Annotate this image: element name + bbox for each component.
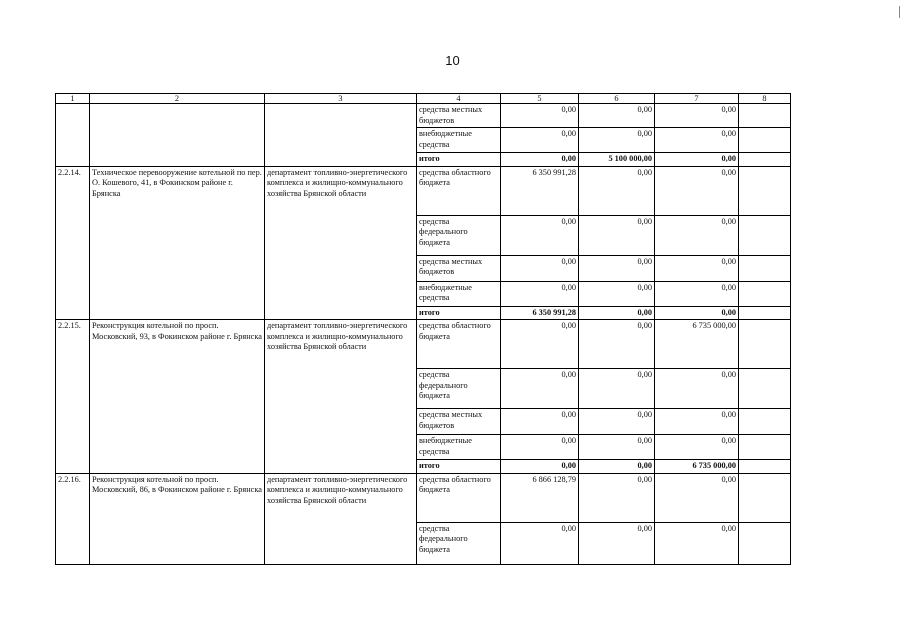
funding-source-cell: внебюджетные средства [417,281,501,306]
column-header-6: 6 [579,94,655,104]
amount-cell-6: 0,00 [579,128,655,153]
funding-source-cell: средства федерального бюджета [417,522,501,564]
funding-source-cell: средства областного бюджета [417,320,501,369]
amount-cell-6: 0,00 [579,369,655,409]
table-body [56,94,791,565]
amount-cell-5: 0,00 [501,153,579,167]
amount-cell-5: 0,00 [501,255,579,281]
table-row [56,473,791,522]
amount-cell-7: 0,00 [655,281,739,306]
column-8-cell [739,255,791,281]
amount-cell-6: 0,00 [579,215,655,255]
funding-source-cell: средства местных бюджетов [417,255,501,281]
column-8-cell [739,281,791,306]
item-name: Реконструкция котельной по просп. Московский, 93, в Фокинском районе г. Брянска [90,320,265,474]
budget-table [55,93,791,565]
item-name: Техническое перевооружение котельной по пер. О. Кошевого, 41, в Фокинском районе г. Брянска [90,166,265,320]
column-8-cell [739,215,791,255]
funding-source-cell: средства федерального бюджета [417,369,501,409]
amount-cell-7: 0,00 [655,104,739,128]
amount-cell-5: 0,00 [501,522,579,564]
amount-cell-5: 6 350 991,28 [501,306,579,320]
continuation-code-cell [56,104,90,167]
funding-source-cell: средства местных бюджетов [417,409,501,435]
column-8-cell [739,460,791,474]
column-8-cell [739,409,791,435]
amount-cell-6: 0,00 [579,306,655,320]
amount-cell-5: 6 866 128,79 [501,473,579,522]
funding-source-cell: итого [417,306,501,320]
column-8-cell [739,369,791,409]
item-executor: департамент топливно-энергетического комплекса и жилищно-коммунального хозяйства Брянской области [265,473,417,564]
amount-cell-5: 0,00 [501,281,579,306]
funding-source-cell: итого [417,460,501,474]
amount-cell-5: 0,00 [501,104,579,128]
amount-cell-7: 6 735 000,00 [655,460,739,474]
amount-cell-5: 6 350 991,28 [501,166,579,215]
continuation-name-cell [90,104,265,167]
edge-mark [899,6,900,18]
amount-cell-7: 0,00 [655,153,739,167]
item-name: Реконструкция котельной по просп. Московский, 86, в Фокинском районе г. Брянска [90,473,265,564]
amount-cell-7: 0,00 [655,522,739,564]
amount-cell-5: 0,00 [501,128,579,153]
column-8-cell [739,435,791,460]
column-8-cell [739,473,791,522]
amount-cell-6: 0,00 [579,320,655,369]
item-code: 2.2.16. [56,473,90,564]
amount-cell-7: 0,00 [655,409,739,435]
table-row [56,166,791,215]
amount-cell-6: 0,00 [579,104,655,128]
page-number: 10 [445,53,460,68]
column-8-cell [739,128,791,153]
amount-cell-6: 0,00 [579,473,655,522]
funding-source-cell: средства федерального бюджета [417,215,501,255]
amount-cell-7: 0,00 [655,473,739,522]
amount-cell-6: 0,00 [579,166,655,215]
amount-cell-6: 0,00 [579,435,655,460]
table-header-row [56,94,791,104]
funding-source-cell: средства областного бюджета [417,166,501,215]
amount-cell-7: 0,00 [655,306,739,320]
funding-source-cell: средства областного бюджета [417,473,501,522]
amount-cell-5: 0,00 [501,320,579,369]
column-8-cell [739,522,791,564]
amount-cell-6: 0,00 [579,460,655,474]
item-code: 2.2.14. [56,166,90,320]
column-8-cell [739,306,791,320]
column-header-5: 5 [501,94,579,104]
funding-source-cell: итого [417,153,501,167]
continuation-executor-cell [265,104,417,167]
amount-cell-6: 0,00 [579,281,655,306]
column-8-cell [739,153,791,167]
continuation-row [56,104,791,128]
column-header-7: 7 [655,94,739,104]
column-header-4: 4 [417,94,501,104]
amount-cell-7: 0,00 [655,435,739,460]
funding-source-cell: внебюджетные средства [417,435,501,460]
amount-cell-6: 5 100 000,00 [579,153,655,167]
amount-cell-7: 0,00 [655,166,739,215]
funding-source-cell: внебюджетные средства [417,128,501,153]
amount-cell-5: 0,00 [501,409,579,435]
item-code: 2.2.15. [56,320,90,474]
table-row [56,320,791,369]
amount-cell-7: 0,00 [655,255,739,281]
amount-cell-7: 0,00 [655,369,739,409]
column-header-2: 2 [90,94,265,104]
amount-cell-6: 0,00 [579,522,655,564]
amount-cell-5: 0,00 [501,215,579,255]
column-8-cell [739,320,791,369]
column-8-cell [739,104,791,128]
amount-cell-5: 0,00 [501,460,579,474]
column-header-8: 8 [739,94,791,104]
amount-cell-7: 6 735 000,00 [655,320,739,369]
column-header-3: 3 [265,94,417,104]
item-executor: департамент топливно-энергетического комплекса и жилищно-коммунального хозяйства Брянской области [265,166,417,320]
amount-cell-7: 0,00 [655,215,739,255]
column-header-1: 1 [56,94,90,104]
amount-cell-6: 0,00 [579,409,655,435]
funding-source-cell: средства местных бюджетов [417,104,501,128]
amount-cell-5: 0,00 [501,435,579,460]
column-8-cell [739,166,791,215]
amount-cell-6: 0,00 [579,255,655,281]
amount-cell-5: 0,00 [501,369,579,409]
amount-cell-7: 0,00 [655,128,739,153]
item-executor: департамент топливно-энергетического комплекса и жилищно-коммунального хозяйства Брянской области [265,320,417,474]
